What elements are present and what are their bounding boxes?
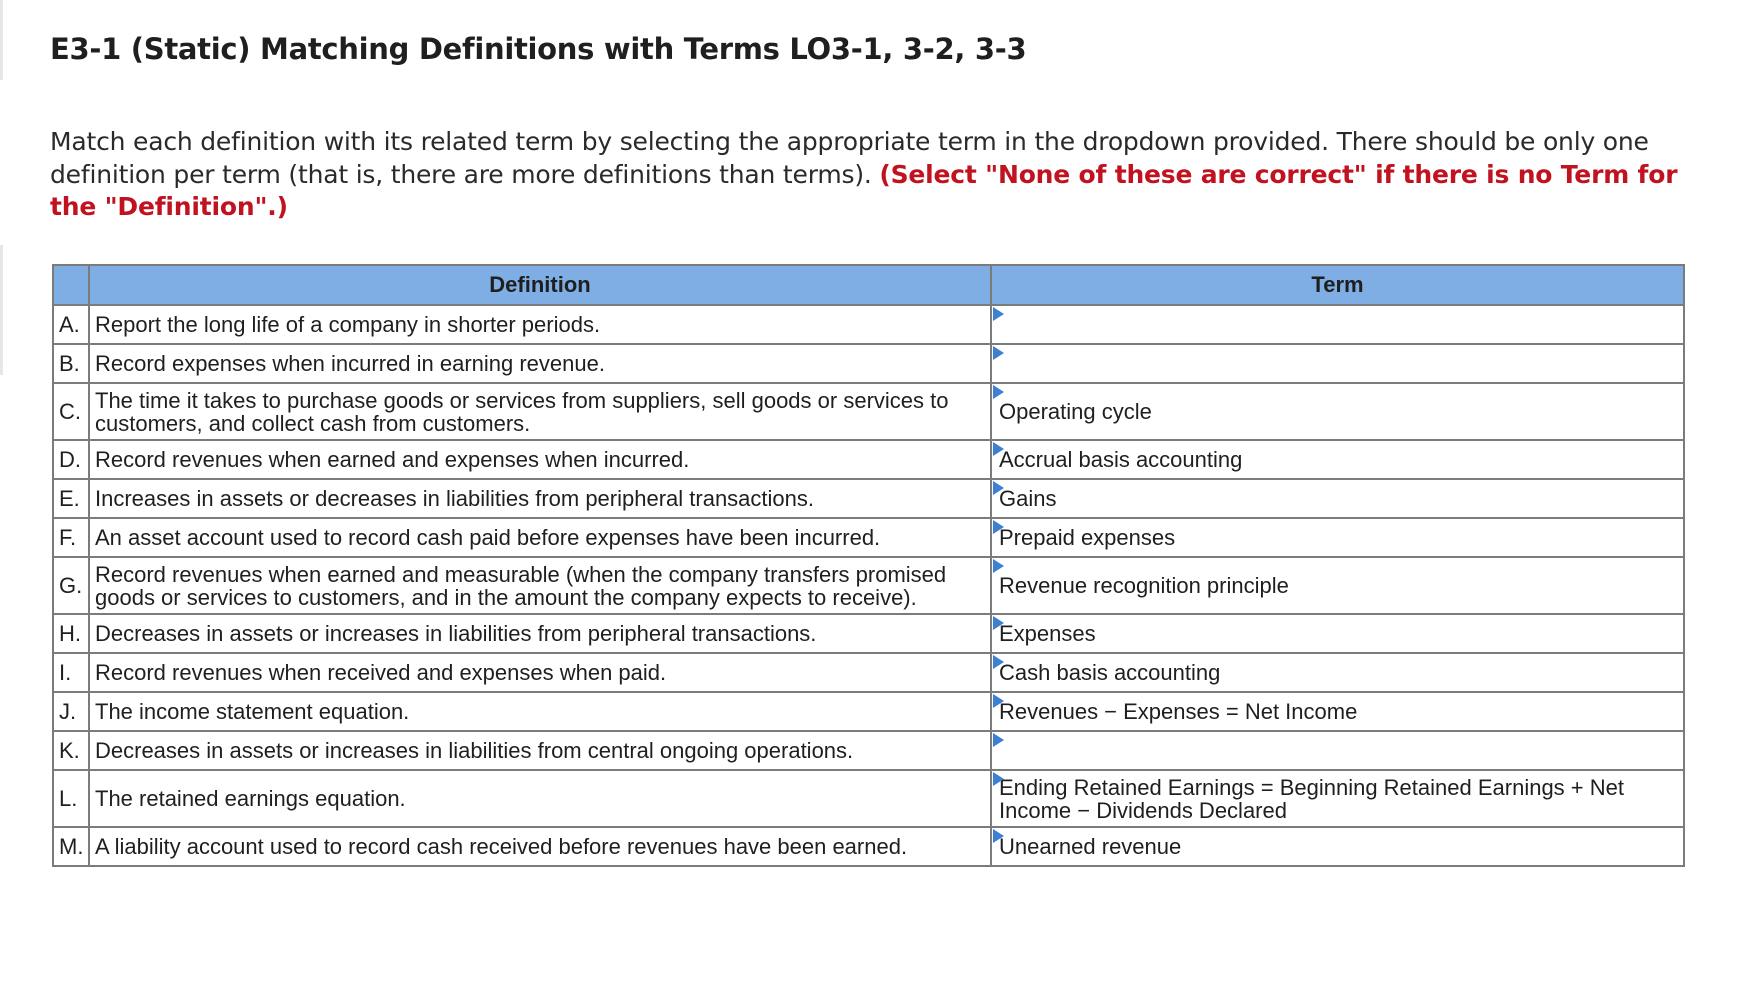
table-row bbox=[53, 770, 1684, 827]
table-row bbox=[53, 731, 1684, 770]
term-dropdown[interactable] bbox=[991, 479, 1684, 518]
row-letter: M. bbox=[53, 827, 89, 866]
term-dropdown[interactable] bbox=[991, 383, 1684, 440]
row-definition: An asset account used to record cash paid before expenses have been incurred. bbox=[89, 518, 991, 557]
matching-table bbox=[52, 264, 1685, 867]
dropdown-arrow-icon[interactable] bbox=[993, 385, 1004, 399]
row-letter: J. bbox=[53, 692, 89, 731]
term-dropdown[interactable] bbox=[991, 827, 1684, 866]
term-value: Revenues − Expenses = Net Income bbox=[999, 699, 1358, 724]
row-letter: G. bbox=[53, 557, 89, 614]
row-letter: L. bbox=[53, 770, 89, 827]
dropdown-arrow-icon[interactable] bbox=[993, 733, 1004, 747]
row-definition: Record revenues when received and expenses when paid. bbox=[89, 653, 991, 692]
row-letter: D. bbox=[53, 440, 89, 479]
term-dropdown[interactable] bbox=[991, 305, 1684, 344]
dropdown-arrow-icon[interactable] bbox=[993, 829, 1004, 843]
row-letter: I. bbox=[53, 653, 89, 692]
row-definition: Record revenues when earned and measurable (when the company transfers promised goods or services to customers, and in the amount the company expects to receive). bbox=[89, 557, 991, 614]
row-definition: Decreases in assets or increases in liabilities from central ongoing operations. bbox=[89, 731, 991, 770]
header-definition: Definition bbox=[89, 265, 991, 305]
row-letter: F. bbox=[53, 518, 89, 557]
term-dropdown[interactable] bbox=[991, 518, 1684, 557]
table-row bbox=[53, 653, 1684, 692]
left-edge-divider bbox=[0, 245, 3, 375]
row-definition: Record expenses when incurred in earning revenue. bbox=[89, 344, 991, 383]
term-value: Ending Retained Earnings = Beginning Retained Earnings + Net Income − Dividends Declared bbox=[999, 774, 1624, 823]
term-value: Operating cycle bbox=[999, 399, 1152, 424]
dropdown-arrow-icon[interactable] bbox=[993, 346, 1004, 360]
table-row bbox=[53, 614, 1684, 653]
table-row bbox=[53, 440, 1684, 479]
term-value: Expenses bbox=[999, 621, 1096, 646]
row-definition: Record revenues when earned and expenses when incurred. bbox=[89, 440, 991, 479]
term-value: Gains bbox=[999, 486, 1057, 511]
term-dropdown[interactable] bbox=[991, 770, 1684, 827]
instructions-emphasis: (Select "None of these are correct" if there is no Term for the "Definition".) bbox=[50, 159, 1678, 221]
term-value: Cash basis accounting bbox=[999, 660, 1221, 685]
dropdown-arrow-icon[interactable] bbox=[993, 616, 1004, 630]
table-row bbox=[53, 383, 1684, 440]
term-dropdown[interactable] bbox=[991, 731, 1684, 770]
header-letter bbox=[53, 265, 89, 305]
row-letter: H. bbox=[53, 614, 89, 653]
page-title: E3-1 (Static) Matching Definitions with Terms LO3-1, 3-2, 3-3 bbox=[50, 32, 1027, 66]
row-definition: Decreases in assets or increases in liabilities from peripheral transactions. bbox=[89, 614, 991, 653]
dropdown-arrow-icon[interactable] bbox=[993, 520, 1004, 534]
table-row bbox=[53, 305, 1684, 344]
row-definition: The time it takes to purchase goods or services from suppliers, sell goods or services to customers, and collect cash from customers. bbox=[89, 383, 991, 440]
term-value: Accrual basis accounting bbox=[999, 447, 1243, 472]
dropdown-arrow-icon[interactable] bbox=[993, 694, 1004, 708]
row-letter: E. bbox=[53, 479, 89, 518]
instructions-text: Match each definition with its related term by selecting the appropriate term in the dropdown provided. There should be only one definition per term (that is, there are more definitions than terms). bbox=[50, 127, 1649, 189]
term-dropdown[interactable] bbox=[991, 440, 1684, 479]
term-value: Unearned revenue bbox=[999, 834, 1182, 859]
row-definition: A liability account used to record cash received before revenues have been earned. bbox=[89, 827, 991, 866]
instructions bbox=[50, 126, 1690, 224]
dropdown-arrow-icon[interactable] bbox=[993, 442, 1004, 456]
table-row bbox=[53, 827, 1684, 866]
term-dropdown[interactable] bbox=[991, 692, 1684, 731]
dropdown-arrow-icon[interactable] bbox=[993, 559, 1004, 573]
header-term: Term bbox=[991, 265, 1684, 305]
dropdown-arrow-icon[interactable] bbox=[993, 481, 1004, 495]
table-row bbox=[53, 518, 1684, 557]
dropdown-arrow-icon[interactable] bbox=[993, 307, 1004, 321]
row-letter: A. bbox=[53, 305, 89, 344]
row-letter: K. bbox=[53, 731, 89, 770]
row-letter: B. bbox=[53, 344, 89, 383]
row-definition: Report the long life of a company in shorter periods. bbox=[89, 305, 991, 344]
term-value: Revenue recognition principle bbox=[999, 573, 1289, 598]
table-row bbox=[53, 557, 1684, 614]
table-row bbox=[53, 479, 1684, 518]
term-dropdown[interactable] bbox=[991, 614, 1684, 653]
table-row bbox=[53, 344, 1684, 383]
term-value: Prepaid expenses bbox=[999, 525, 1176, 550]
left-edge-divider bbox=[0, 0, 3, 80]
term-dropdown[interactable] bbox=[991, 653, 1684, 692]
dropdown-arrow-icon[interactable] bbox=[993, 655, 1004, 669]
row-definition: Increases in assets or decreases in liabilities from peripheral transactions. bbox=[89, 479, 991, 518]
term-dropdown[interactable] bbox=[991, 344, 1684, 383]
term-dropdown[interactable] bbox=[991, 557, 1684, 614]
dropdown-arrow-icon[interactable] bbox=[993, 772, 1004, 786]
table-header-row bbox=[53, 265, 1684, 305]
table-row bbox=[53, 692, 1684, 731]
row-definition: The income statement equation. bbox=[89, 692, 991, 731]
row-definition: The retained earnings equation. bbox=[89, 770, 991, 827]
row-letter: C. bbox=[53, 383, 89, 440]
